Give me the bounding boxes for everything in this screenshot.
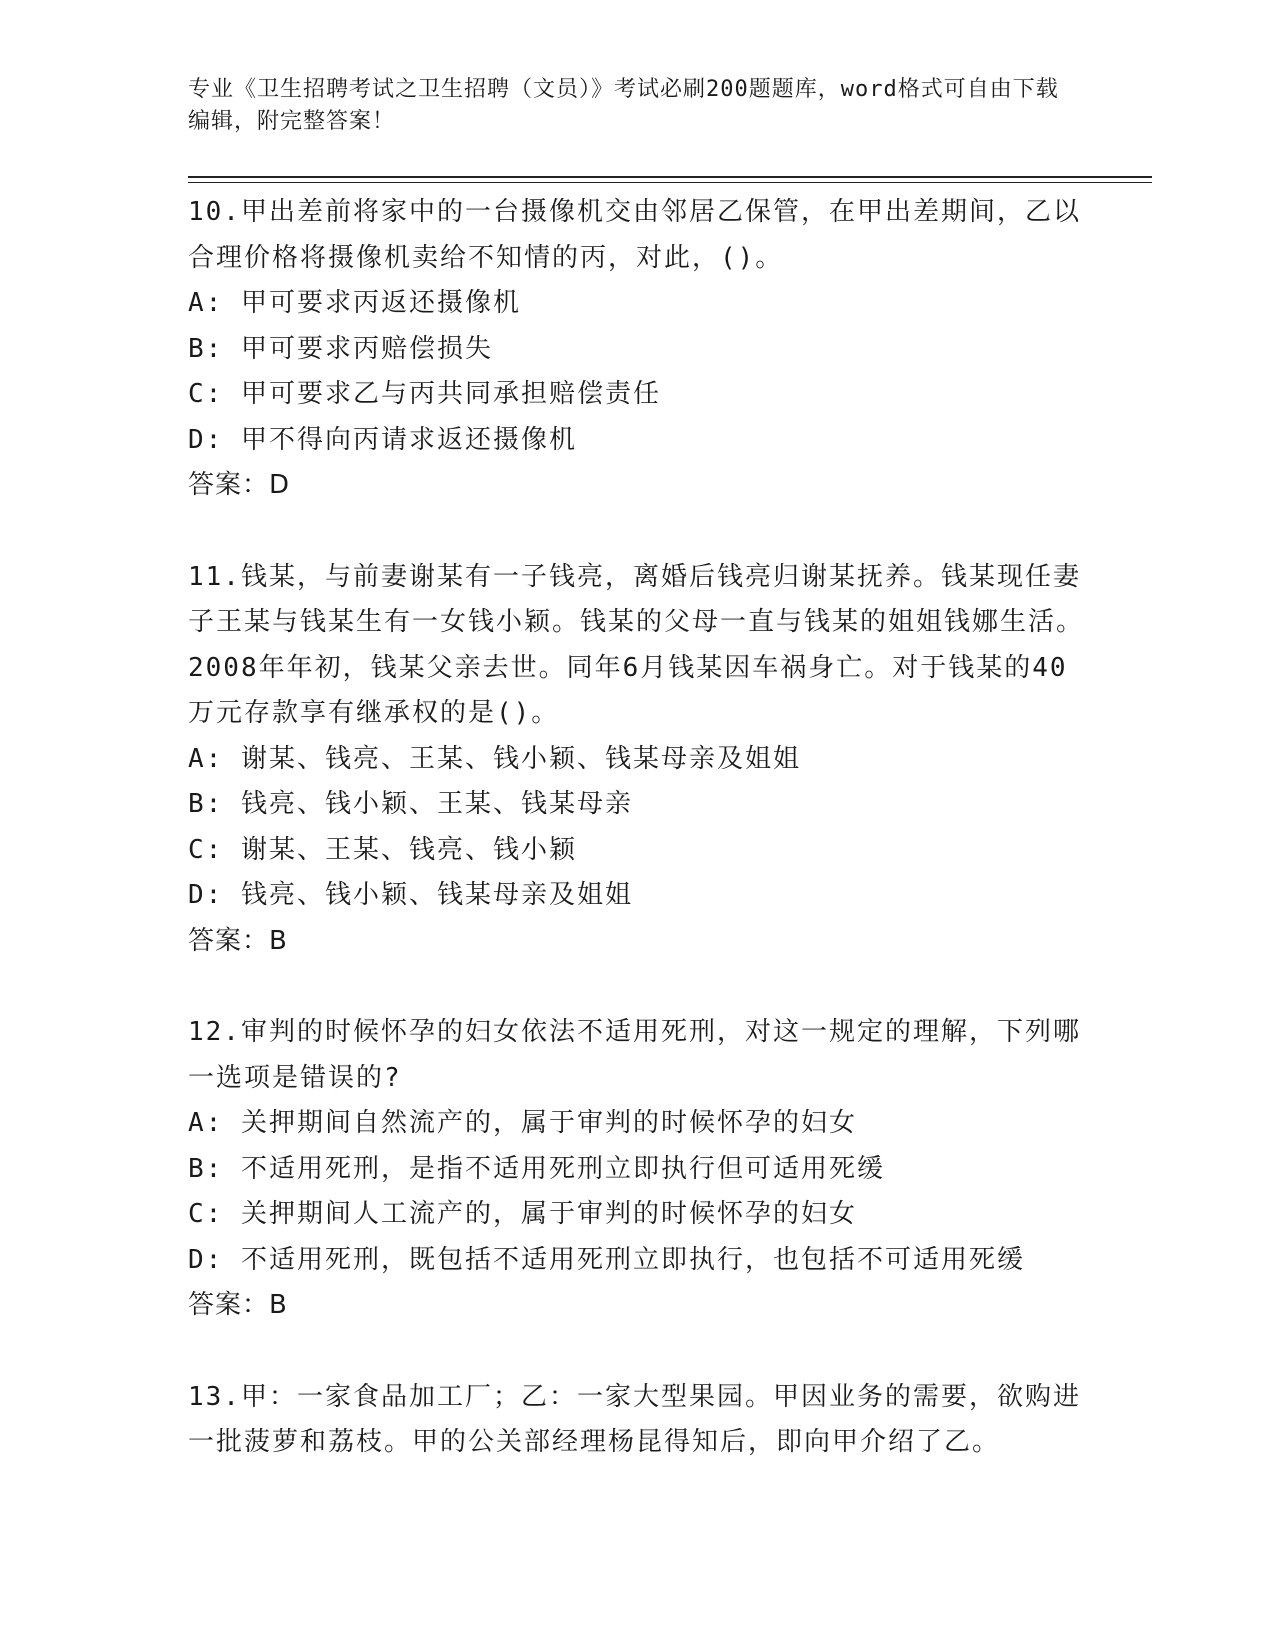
question-11 <box>188 555 1088 965</box>
option-d: D: 甲不得向丙请求返还摄像机 <box>188 424 577 455</box>
option-a: A: 谢某、钱亮、王某、钱小颖、钱某母亲及姐姐 <box>188 743 801 774</box>
option-c: C: 谢某、王某、钱亮、钱小颖 <box>188 834 577 865</box>
question-list <box>188 190 1088 1512</box>
question-13 <box>188 1375 1088 1466</box>
option-d: D: 钱亮、钱小颖、钱某母亲及姐姐 <box>188 880 633 910</box>
question-12 <box>188 1010 1088 1329</box>
option-a: A: 关押期间自然流产的，属于审判的时候怀孕的妇女 <box>188 1108 857 1138</box>
question-stem: 12.审判的时候怀孕的妇女依法不适用死刑，对这一规定的理解，下列哪一选项是错误的? <box>188 1017 1081 1093</box>
question-10 <box>188 190 1088 509</box>
option-b: B: 不适用死刑，是指不适用死刑立即执行但可适用死缓 <box>188 1153 885 1184</box>
option-b: B: 钱亮、钱小颖、王某、钱某母亲 <box>188 789 633 819</box>
answer: 答案：B <box>188 925 288 956</box>
question-stem: 13.甲：一家食品加工厂；乙：一家大型果园。甲因业务的需要，欲购进一批菠萝和荔枝。甲的公关部经理杨昆得知后，即向甲介绍了乙。 <box>188 1381 1081 1457</box>
option-a: A: 甲可要求丙返还摄像机 <box>188 288 521 318</box>
option-c: C: 甲可要求乙与丙共同承担赔偿责任 <box>188 379 661 409</box>
document-intro: 专业《卫生招聘考试之卫生招聘（文员）》考试必刷200题题库，word格式可自由下载编辑，附完整答案！ <box>188 77 1059 134</box>
answer: 答案：D <box>188 470 291 500</box>
option-b: B: 甲可要求丙赔偿损失 <box>188 333 493 364</box>
answer: 答案：B <box>188 1290 288 1320</box>
question-stem: 11.钱某，与前妻谢某有一子钱亮，离婚后钱亮归谢某抚养。钱某现任妻子王某与钱某生有一女钱小颖。钱某的父母一直与钱某的姐姐钱娜生活。2008年年初，钱某父亲去世。同年6月钱某因车祸身亡。对于钱某的40万元存款享有继承权的是()。 <box>188 561 1085 728</box>
question-stem: 10.甲出差前将家中的一台摄像机交由邻居乙保管，在甲出差期间，乙以合理价格将摄像机卖给不知情的丙，对此，()。 <box>188 197 1081 273</box>
option-c: C: 关押期间人工流产的，属于审判的时候怀孕的妇女 <box>188 1199 857 1229</box>
header-divider-thick <box>188 176 1152 178</box>
header-divider-thin <box>188 182 1152 183</box>
option-d: D: 不适用死刑，既包括不适用死刑立即执行，也包括不可适用死缓 <box>188 1244 1025 1275</box>
